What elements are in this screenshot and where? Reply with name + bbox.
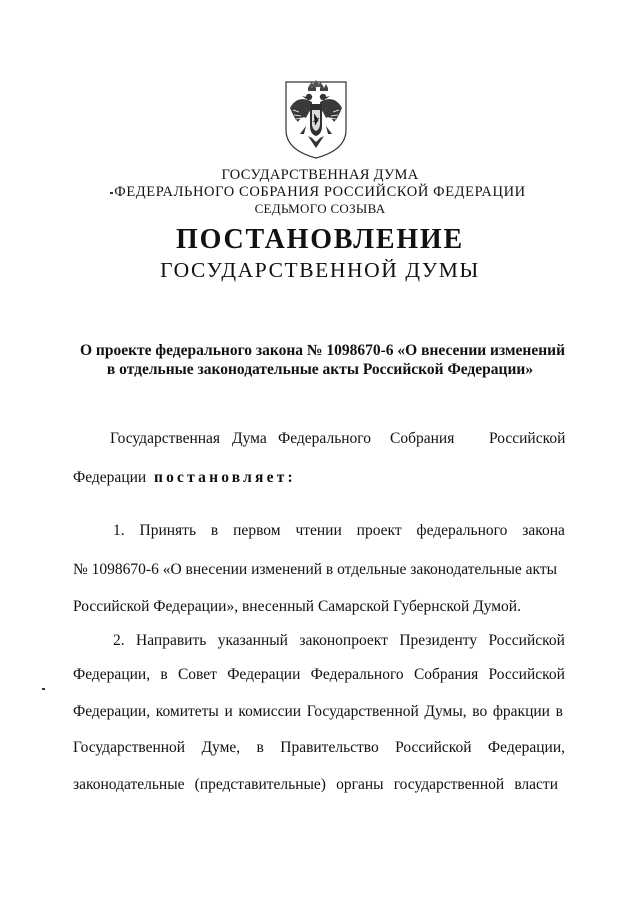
- word: в: [160, 666, 168, 683]
- word: Думе,: [201, 739, 241, 756]
- word: Федерального: [278, 430, 372, 447]
- word: чтении: [295, 522, 342, 539]
- item-2-line-2: [73, 665, 565, 685]
- word: Федерации: [227, 666, 301, 683]
- word: Российской: [395, 739, 472, 756]
- subject-line-1: О проекте федерального закона № 1098670-6 «О внесении изменений: [80, 342, 566, 359]
- word: в: [256, 739, 264, 756]
- resolves-verb: постановляет:: [153, 469, 296, 486]
- item-2-line-3: [73, 702, 563, 722]
- word: Российской: [488, 632, 565, 649]
- word: Дума: [232, 430, 267, 447]
- word: Правительство: [280, 739, 379, 756]
- word: Собрания: [413, 666, 479, 683]
- word: государственной: [393, 776, 505, 793]
- word: Государственная: [110, 430, 221, 447]
- subject-line-2: в отдельные законодательные акты Российской Федерации»: [106, 361, 534, 378]
- word: первом: [233, 522, 281, 539]
- word: законопроект: [299, 632, 388, 649]
- word: Направить: [136, 632, 207, 649]
- item-number: 2.: [113, 632, 125, 649]
- word: власти: [514, 776, 558, 793]
- word: фракции: [492, 703, 550, 720]
- state-emblem-icon: [282, 78, 350, 160]
- word: в: [210, 522, 219, 539]
- organization-name: ГОСУДАРСТВЕННАЯ ДУМА: [221, 167, 419, 183]
- word: федерального: [416, 522, 508, 539]
- word: Федерации: [73, 469, 147, 486]
- word: Федерального: [310, 666, 404, 683]
- word: комиссии: [238, 703, 302, 720]
- word: Совет: [177, 666, 217, 683]
- document-subtitle: ГОСУДАРСТВЕННОЙ ДУМЫ: [160, 258, 480, 282]
- word: органы: [336, 776, 384, 793]
- word: Думы,: [424, 703, 467, 720]
- word: в: [555, 703, 563, 720]
- word: указанный: [217, 632, 288, 649]
- word: Государственной: [306, 703, 419, 720]
- word: Принять: [139, 522, 197, 539]
- word: Российской: [488, 666, 565, 683]
- word: закона: [522, 522, 565, 539]
- item-2-line-1: [113, 631, 565, 651]
- word: комитеты: [155, 703, 219, 720]
- word: Собрания: [390, 430, 455, 447]
- item-1-line-1: [113, 521, 565, 541]
- word: (представительные): [194, 776, 326, 793]
- word: проект: [356, 522, 402, 539]
- item-1-line-3: Российской Федерации», внесенный Самарской Губернской Думой.: [73, 598, 521, 615]
- organization-affiliation: ФЕДЕРАЛЬНОГО СОБРАНИЯ РОССИЙСКОЙ ФЕДЕРАЦИИ: [114, 184, 526, 200]
- word: и: [224, 703, 233, 720]
- document-subject: [80, 341, 566, 379]
- item-1-line-2: № 1098670-6 «О внесении изменений в отдельные законодательные акты: [73, 561, 558, 578]
- item-number: 1.: [113, 522, 125, 539]
- word: законодательные: [73, 776, 185, 793]
- word: Федерации,: [73, 703, 151, 720]
- item-2-line-4: [73, 738, 565, 758]
- word: Президенту: [399, 632, 478, 649]
- item-2-line-5: [73, 775, 558, 795]
- scan-speck: [42, 688, 45, 690]
- document-title: ПОСТАНОВЛЕНИЕ: [176, 224, 464, 255]
- word: Государственной: [73, 739, 186, 756]
- word: Федерации,: [73, 666, 151, 683]
- preamble-line-2: [73, 468, 296, 488]
- word: Российской: [489, 430, 566, 447]
- word: Федерации,: [487, 739, 565, 756]
- convocation: СЕДЬМОГО СОЗЫВА: [254, 201, 386, 216]
- word: во: [472, 703, 488, 720]
